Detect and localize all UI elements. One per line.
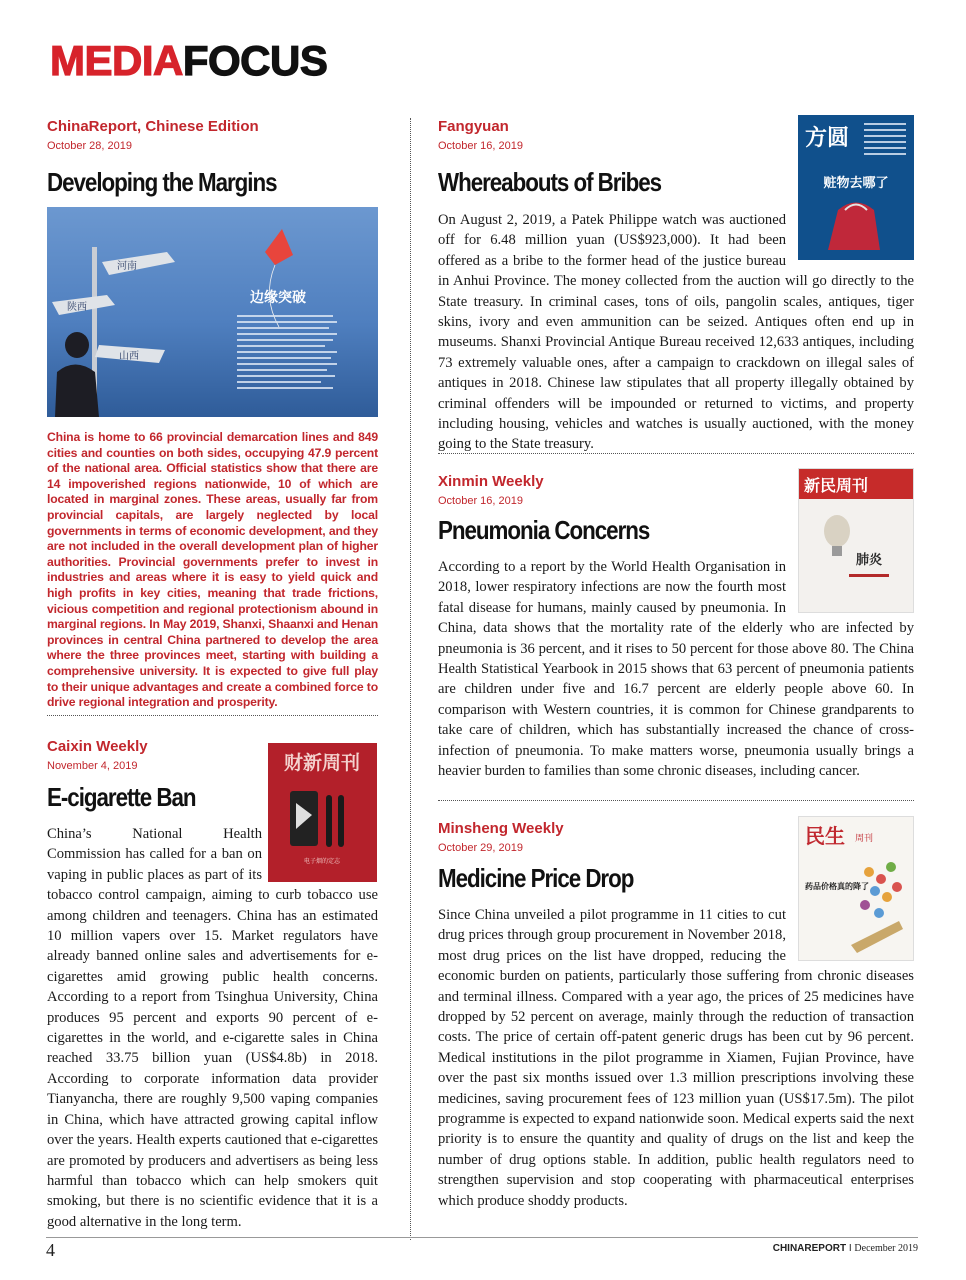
article-date: October 16, 2019 (438, 140, 524, 152)
image-caption: 边缘突破 (250, 290, 306, 306)
pneumonia-article-body (438, 557, 914, 781)
article-title[interactable]: Pneumonia Concerns (438, 515, 650, 545)
sign-label-shanxi: 山西 (119, 351, 139, 362)
sign-label-henan: 河南 (117, 261, 137, 272)
cover-subtitle: 电子烟的定志 (303, 858, 341, 865)
footer-brand: CHINAREPORT (772, 1243, 847, 1254)
cover-title: 新民周刊 (804, 476, 869, 495)
article-source: Fangyuan (438, 118, 509, 135)
sign-label-shaanxi: 陕西 (67, 302, 87, 313)
medicine-article-body (438, 905, 914, 1211)
cover-wrap-spacer (786, 210, 914, 268)
signpost-illustration (47, 207, 378, 417)
footer-rule (46, 1237, 918, 1238)
article-title[interactable]: Developing the Margins (47, 167, 277, 197)
separator (47, 715, 378, 716)
medicine-article-text: Since China unveiled a pilot programme in 11 cities to cut drug prices through group procurement in November 2018, most drug prices on the list have dropped, reducing the economic burden on patients, particularly those suffering from chronic diseases and terminal illness. Compared with a year ago, the prices of 25 medicines have dropped by 52 percent on average, mainly through the reduction of transaction costs. The price of certain off-patent generic drugs has been cut by 96 percent. Medical institutions in the pilot programme in Xiamen, Fujian Province, have over the past six months issued over 1.3 million prescriptions involving these medicines, saving procurement fees of 123 million yuan (US$17.5m). The pilot programme is expected to expand nationwide soon. Medical experts said the next priority is to ensure the quantity and quality of drugs on the list and keep the number of drug options stable. In addition, public health regulators need to strengthen supervision and stop cooperating with pharmaceutical enterprises which produce shoddy products. (438, 907, 914, 1209)
ecig-article-body (47, 824, 378, 1232)
article-date: October 29, 2019 (438, 842, 524, 854)
article-date: October 28, 2019 (47, 140, 133, 152)
margins-article-image (47, 207, 378, 417)
article-date: October 16, 2019 (438, 495, 524, 507)
bribes-article-body (438, 210, 914, 455)
bribes-article-text: On August 2, 2019, a Patek Philippe watch was auctioned off for 6.48 million yuan (US$923,000). It had been offered as a bribe to the former head of the justice bureau in Anhui Province. The money collected from the auction will go directly to the State treasury. In criminal cases, tons of oils, pangolin scales, antiques, tiger skins, ivory and even ammunition can be seized. Antiques often end up in museums. Shanxi Provincial Antique Bureau received 12,633 antiques, including 73 extremely valuable ones, after a campaign to crackdown on illegal sales of antiques in 2018. Chinese law stipulates that all property illegally obtained by criminal offenders will be impounded or returned to victims, and property including housing, vehicles and watches is usually auctioned, with the money going to the State treasury. (438, 212, 914, 453)
separator (438, 800, 914, 801)
article-source: Minsheng Weekly (438, 820, 564, 837)
separator (438, 453, 914, 454)
article-title[interactable]: E-cigarette Ban (47, 782, 196, 812)
article-source: ChinaReport, Chinese Edition (47, 118, 259, 135)
article-source: Xinmin Weekly (438, 473, 544, 490)
footer-separator: I (848, 1243, 852, 1254)
pneumonia-article-text: According to a report by the World Health Organisation in 2018, lower respiratory infections are now the fourth most fatal disease for humans, mainly caused by pneumonia. In China, data shows that the mortality rate of the elderly who are infected by pneumonia is 36 percent, and it rises to 50 percent for those above 80. The China Health Statistical Yearbook in 2015 shows that 63 percent of pneumonia patients are children under five and 16.7 percent are elderly people above 60. In comparison with Western countries, it is common for Chinese grandparents to take care of children, which has substantially increased the chance of cross-infection of pneumonia. To make matters worse, pneumonia usually brings a heavier burden to families than some chronic diseases, including cancer. (438, 559, 914, 780)
kite-icon (265, 229, 293, 265)
article-date: November 4, 2019 (47, 760, 138, 772)
article-source: Caixin Weekly (47, 738, 148, 755)
cover-wrap-spacer (262, 824, 378, 884)
cover-subtitle: 药品价格真的降了 (805, 882, 869, 891)
footer-publication (773, 1243, 918, 1254)
cover-title: 方圆 (805, 125, 850, 151)
sign-board-henan (102, 252, 175, 275)
footer-issue: December 2019 (854, 1243, 918, 1254)
article-title[interactable]: Whereabouts of Bribes (438, 167, 662, 197)
cover-title: 财新周刊 (283, 752, 361, 774)
cover-title: 民生 (805, 824, 845, 848)
image-text-lines (237, 315, 337, 389)
cover-title-small: 周刊 (855, 834, 874, 844)
masthead-focus: FOCUS (182, 37, 328, 84)
margins-article-body: China is home to 66 provincial demarcation lines and 849 cities and counties on both sides, occupying 47.9 percent of the national area. Official statistics show that there are 14 impoverished regions nationwide, 10 of which are located in marginal zones. These areas, usually far from provincial capitals, are largely neglected by local governments in terms of economic development, and they are not included in the overall development plan of higher authorities. Provincial governments prefer to invest in industries and areas where it is easy to yield quick and high profits in key cities, meaning that trade frictions, vicious competition and regional protectionism abound in marginal regions. In May 2019, Shanxi, Shaanxi and Henan provinces in central China partnered to develop the area where the three provinces meet, starting with building a comprehensive university. It is expected to give full play to their unique advantages and create a combined force to drive regional integration and prosperity. (47, 430, 378, 710)
person-head (65, 332, 89, 358)
article-title[interactable]: Medicine Price Drop (438, 863, 634, 893)
ecig-article-text: China’s National Health Commission has called for a ban on vaping in public places as part of its tobacco control campaign, aiming to curb tobacco use among children and teenagers. China has an estimated 10 million vapers over 15. Market regulators have already banned online sales and advertisements for e-cigarettes amid growing public health concerns. According to a report from Tsinghua University, China produces 95 percent and exports 90 percent of e-cigarettes in the world, and e-cigarette sales in China reached 33.75 billion yuan (US$4.8b) in 2018. According to corporate information data provider Tianyancha, there are roughly 9,500 vaping companies in China, which have attracted growing capital inflow over the years. Health experts cautioned that e-cigarettes are promoted by producers and advertisers as being less harmful than tobacco which can help smokers quit smoking, but there is no scientific evidence that it is a good alternative in the long term. (47, 826, 378, 1230)
masthead-logo (50, 36, 327, 86)
masthead-media: MEDIA (50, 37, 183, 84)
cover-subtitle: 赃物去哪了 (823, 176, 889, 191)
page-number: 4 (46, 1240, 55, 1260)
column-divider (410, 118, 411, 1240)
cover-wrap-spacer (786, 905, 914, 963)
cover-wrap-spacer (786, 557, 914, 615)
lightbulb-icon (824, 515, 850, 547)
person-body (55, 365, 99, 418)
cover-subtitle: 肺炎 (855, 553, 883, 568)
lightbulb-base (832, 546, 842, 556)
